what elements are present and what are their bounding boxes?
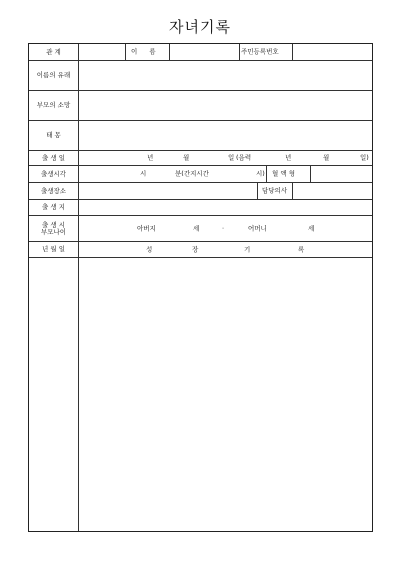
lunar-label: (음력 <box>236 153 252 162</box>
dream-row <box>29 121 372 151</box>
relation-label: 관 계 <box>46 47 61 56</box>
parents-age-row <box>29 216 372 242</box>
birth-ground-label: 출 생 지 <box>42 203 65 211</box>
blood-type-label: 혈 액 형 <box>272 169 295 178</box>
growth-heading-char-2: 장 <box>192 245 199 253</box>
lunar-month-unit: 월 <box>323 153 330 162</box>
birth-ground-row <box>29 200 372 216</box>
birth-date-label: 출 생 일 <box>42 153 65 162</box>
growth-record-body[interactable] <box>29 258 372 531</box>
parents-age-label: 출 생 시 부모나이 <box>40 220 67 236</box>
doctor-label: 담당의사 <box>262 186 288 195</box>
growth-heading-char-1: 성 <box>146 245 153 253</box>
birth-month-unit: 월 <box>183 153 190 162</box>
birth-hour-unit: 시 <box>140 169 147 178</box>
growth-heading-char-4: 록 <box>298 245 305 253</box>
parents-wish-label: 부모의 소망 <box>36 101 71 109</box>
mother-label: 어머니 <box>248 224 267 232</box>
birth-place-label: 출생장소 <box>40 186 67 195</box>
dream-label: 태 몽 <box>46 131 61 139</box>
growth-heading-char-3: 기 <box>244 245 251 253</box>
child-record-form <box>28 43 373 532</box>
lunar-day-unit: 일) <box>360 153 369 162</box>
ganji-hour-unit: 시) <box>256 169 265 178</box>
birth-time-row <box>29 166 372 183</box>
birth-year-unit: 년 <box>147 153 154 162</box>
parents-wish-row <box>29 91 372 121</box>
relation-row <box>29 44 372 61</box>
father-age-unit: 세 <box>193 224 200 232</box>
birth-place-row <box>29 183 372 200</box>
mother-age-unit: 세 <box>308 224 315 232</box>
growth-date-label: 년 월 일 <box>42 245 65 253</box>
resident-number-label: 주민등록번호 <box>241 47 279 56</box>
page-title: 자녀기록 <box>169 18 231 36</box>
age-separator: · <box>222 224 225 232</box>
name-origin-row <box>29 61 372 91</box>
birth-day-unit: 일 <box>228 153 235 162</box>
birth-minute-unit: 분(간지시간 <box>175 169 209 178</box>
father-label: 아버지 <box>137 224 156 232</box>
name-label: 이 름 <box>131 47 161 56</box>
birth-date-row <box>29 151 372 166</box>
growth-header-row <box>29 242 372 258</box>
birth-time-label: 출생시각 <box>40 169 67 178</box>
name-origin-label: 이름의 유래 <box>36 71 71 79</box>
lunar-year-unit: 년 <box>285 153 292 162</box>
